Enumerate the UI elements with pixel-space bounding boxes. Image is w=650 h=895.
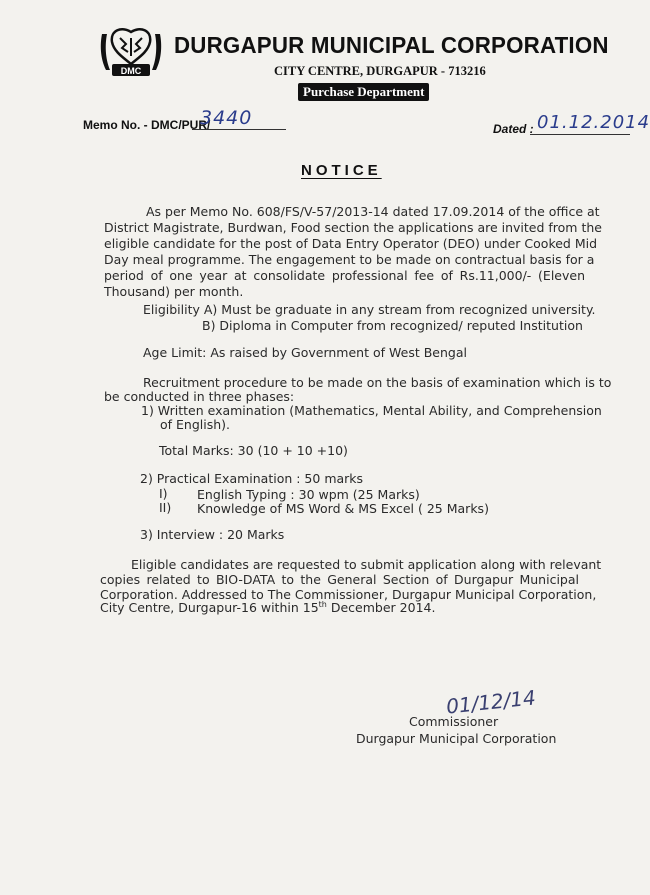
closing-line: Corporation. Addressed to The Commissioner, Durgapur Municipal Corporation, bbox=[100, 587, 597, 602]
phase2-ii: Knowledge of MS Word & MS Excel ( 25 Marks) bbox=[197, 501, 489, 516]
recruitment-line: be conducted in three phases: bbox=[104, 389, 295, 404]
phase1-line: of English). bbox=[160, 417, 231, 432]
dmc-logo bbox=[98, 26, 164, 78]
total-marks: Total Marks: 30 (10 + 10 +10) bbox=[159, 443, 348, 458]
phase2-ii-num: II) bbox=[159, 500, 172, 515]
memo-number: 3440 bbox=[200, 107, 253, 129]
dated-label: Dated : bbox=[493, 122, 534, 136]
eligibility-a: Eligibility A) Must be graduate in any stream from recognized university. bbox=[143, 302, 596, 317]
logo-text: DMC bbox=[120, 66, 142, 76]
memo-label: Memo No. - DMC/PUR/ bbox=[83, 118, 211, 132]
para1-line: Thousand) per month. bbox=[104, 284, 244, 299]
para1-line: Day meal programme. The engagement to be made on contractual basis for a bbox=[104, 252, 595, 267]
signature-org: Durgapur Municipal Corporation bbox=[356, 731, 557, 746]
eligibility-b: B) Diploma in Computer from recognized/ reputed Institution bbox=[202, 318, 583, 333]
dated-underline bbox=[530, 134, 630, 135]
age-limit: Age Limit: As raised by Government of West Bengal bbox=[143, 345, 467, 360]
recruitment-line: Recruitment procedure to be made on the basis of examination which is to bbox=[143, 375, 612, 390]
phase3: 3) Interview : 20 Marks bbox=[140, 527, 285, 542]
para1-line: period of one year at consolidate professional fee of Rs.11,000/- (Eleven bbox=[104, 268, 585, 283]
closing-line: Eligible candidates are requested to submit application along with relevant bbox=[131, 557, 602, 572]
para1-line: As per Memo No. 608/FS/V-57/2013-14 dated 17.09.2014 of the office at bbox=[146, 204, 600, 219]
closing-line: copies related to BIO-DATA to the General Section of Durgapur Municipal bbox=[100, 572, 579, 587]
para1-line: eligible candidate for the post of Data Entry Operator (DEO) under Cooked Mid bbox=[104, 236, 598, 251]
phase1-line: 1) Written examination (Mathematics, Mental Ability, and Comprehension bbox=[141, 403, 602, 418]
signature-title: Commissioner bbox=[409, 714, 499, 729]
memo-underline bbox=[192, 129, 286, 130]
org-name: DURGAPUR MUNICIPAL CORPORATION bbox=[174, 32, 609, 58]
department-badge: Purchase Department bbox=[298, 83, 429, 101]
para1-line: District Magistrate, Burdwan, Food section the applications are invited from the bbox=[104, 220, 602, 235]
phase2: 2) Practical Examination : 50 marks bbox=[140, 471, 364, 486]
dated-value: 01.12.2014 bbox=[537, 112, 650, 133]
phase2-i: English Typing : 30 wpm (25 Marks) bbox=[197, 487, 420, 502]
notice-title: NOTICE bbox=[301, 162, 382, 179]
org-address: CITY CENTRE, DURGAPUR - 713216 bbox=[274, 64, 486, 78]
handwritten-signature: 01/12/14 bbox=[444, 685, 537, 719]
closing-last-line: City Centre, Durgapur-16 within 15th December 2014. bbox=[100, 600, 436, 616]
phase2-i-num: I) bbox=[159, 486, 168, 501]
